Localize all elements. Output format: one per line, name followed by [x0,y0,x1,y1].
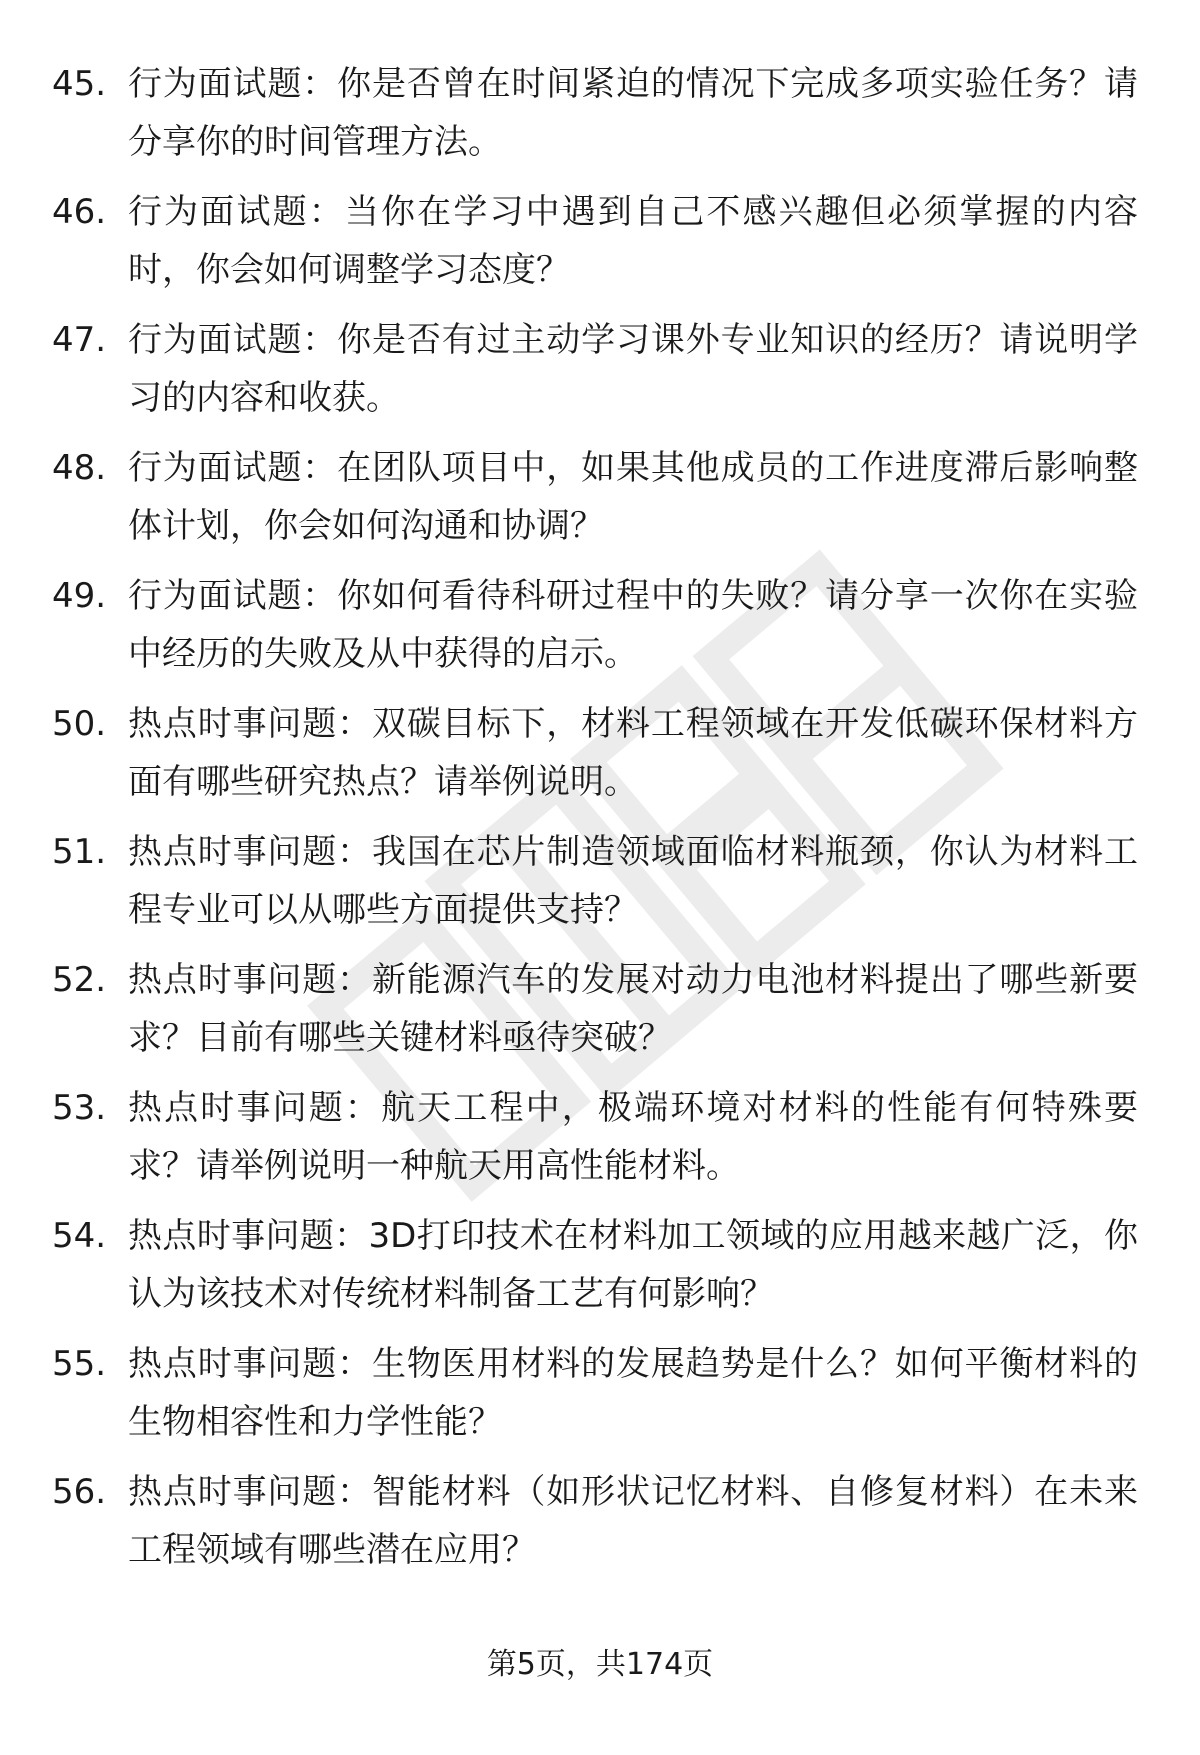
question-text: 热点时事问题：智能材料（如形状记忆材料、自修复材料）在未来工程领域有哪些潜在应用？ [128,1472,1138,1570]
question-text: 热点时事问题：3D打印技术在材料加工领域的应用越来越广泛，你认为该技术对传统材料制备工艺有何影响？ [128,1216,1138,1314]
question-number: 51. [52,832,107,872]
list-item [52,1463,1152,1591]
question-number: 48. [52,448,107,488]
question-text: 行为面试题：你是否有过主动学习课外专业知识的经历？请说明学习的内容和收获。 [128,320,1138,418]
question-number: 56. [52,1472,107,1512]
question-number: 54. [52,1216,107,1256]
question-text: 行为面试题：当你在学习中遇到自己不感兴趣但必须掌握的内容时，你会如何调整学习态度？ [128,192,1138,290]
list-item [52,823,1152,951]
list-item [52,439,1152,567]
list-item [52,311,1152,439]
list-item [52,55,1152,183]
question-number: 46. [52,192,107,232]
question-text: 行为面试题：你如何看待科研过程中的失败？请分享一次你在实验中经历的失败及从中获得的启示。 [128,576,1138,674]
question-list [52,55,1152,1591]
question-text: 行为面试题：你是否曾在时间紧迫的情况下完成多项实验任务？请分享你的时间管理方法。 [128,64,1138,162]
list-item [52,951,1152,1079]
question-number: 47. [52,320,107,360]
question-text: 热点时事问题：生物医用材料的发展趋势是什么？如何平衡材料的生物相容性和力学性能？ [128,1344,1138,1442]
question-number: 45. [52,64,107,104]
question-number: 49. [52,576,107,616]
question-number: 52. [52,960,107,1000]
question-text: 热点时事问题：新能源汽车的发展对动力电池材料提出了哪些新要求？目前有哪些关键材料亟待突破？ [128,960,1138,1058]
list-item [52,1207,1152,1335]
question-text: 热点时事问题：航天工程中，极端环境对材料的性能有何特殊要求？请举例说明一种航天用高性能材料。 [128,1088,1138,1186]
question-text: 行为面试题：在团队项目中，如果其他成员的工作进度滞后影响整体计划，你会如何沟通和协调？ [128,448,1138,546]
question-number: 53. [52,1088,107,1128]
list-item [52,183,1152,311]
page-footer: 第5页，共174页 [486,1647,714,1682]
list-item [52,1079,1152,1207]
list-item [52,695,1152,823]
list-item [52,1335,1152,1463]
list-item [52,567,1152,695]
question-number: 55. [52,1344,107,1384]
question-text: 热点时事问题：双碳目标下，材料工程领域在开发低碳环保材料方面有哪些研究热点？请举例说明。 [128,704,1138,802]
question-number: 50. [52,704,107,744]
question-text: 热点时事问题：我国在芯片制造领域面临材料瓶颈，你认为材料工程专业可以从哪些方面提供支持？ [128,832,1138,930]
